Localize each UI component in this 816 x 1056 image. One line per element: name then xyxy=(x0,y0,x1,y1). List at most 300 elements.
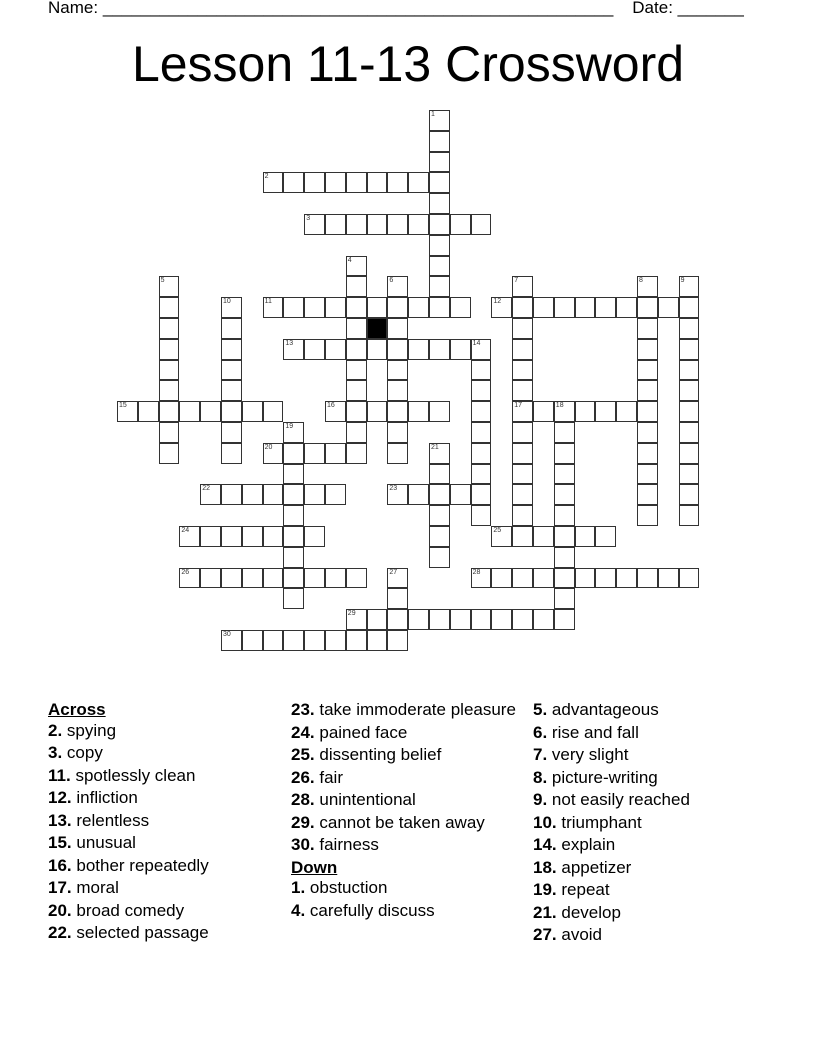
grid-cell[interactable] xyxy=(367,172,388,193)
clue-number: 11 xyxy=(264,298,272,306)
grid-cell[interactable] xyxy=(221,297,242,318)
grid-cell[interactable] xyxy=(471,505,492,526)
clue-down-6: 6. rise and fall xyxy=(533,722,639,742)
grid-cell[interactable] xyxy=(471,568,492,589)
grid-cell[interactable] xyxy=(367,609,388,630)
grid-cell[interactable] xyxy=(533,609,554,630)
grid-cell[interactable] xyxy=(554,443,575,464)
clue-across-2: 2. spying xyxy=(48,720,117,740)
clue-number: 16 xyxy=(327,402,335,410)
grid-cell[interactable] xyxy=(575,297,596,318)
grid-cell[interactable] xyxy=(387,422,408,443)
grid-cell[interactable] xyxy=(429,214,450,235)
clue-number: 17 xyxy=(514,402,522,410)
grid-cell[interactable] xyxy=(471,401,492,422)
grid-cell[interactable] xyxy=(200,568,221,589)
grid-cell[interactable] xyxy=(554,588,575,609)
grid-cell[interactable] xyxy=(471,380,492,401)
grid-cell[interactable] xyxy=(616,297,637,318)
grid-cell[interactable] xyxy=(179,401,200,422)
grid-cell[interactable] xyxy=(512,276,533,297)
grid-cell[interactable] xyxy=(637,401,658,422)
grid-cell[interactable] xyxy=(387,276,408,297)
grid-cell[interactable] xyxy=(491,526,512,547)
name-field[interactable]: ______________________________________________________ xyxy=(102,0,614,17)
grid-cell[interactable] xyxy=(283,547,304,568)
grid-cell[interactable] xyxy=(471,339,492,360)
clue-number: 20 xyxy=(264,443,273,451)
clue-across-13: 13. relentless xyxy=(48,810,150,830)
grid-cell[interactable] xyxy=(325,568,346,589)
grid-cell[interactable] xyxy=(554,547,575,568)
grid-cell[interactable] xyxy=(637,360,658,381)
clue-number: 24 xyxy=(181,527,190,534)
grid-cell[interactable] xyxy=(575,526,596,547)
grid-cell[interactable] xyxy=(200,401,221,422)
clue-number: 23 xyxy=(389,485,398,493)
grid-cell[interactable] xyxy=(616,401,637,422)
grid-cell[interactable] xyxy=(679,568,700,589)
grid-cell[interactable] xyxy=(512,505,533,526)
grid-cell[interactable] xyxy=(221,380,242,401)
grid-cell[interactable] xyxy=(429,152,450,173)
clue-down-10: 10. triumphant xyxy=(533,812,642,832)
grid-cell[interactable] xyxy=(595,297,616,318)
grid-cell[interactable] xyxy=(367,401,388,422)
grid-cell[interactable] xyxy=(637,380,658,401)
grid-cell[interactable] xyxy=(367,297,388,318)
grid-cell[interactable] xyxy=(512,318,533,339)
grid-cell[interactable] xyxy=(471,214,492,235)
grid-cell[interactable] xyxy=(637,464,658,485)
clue-number: 26 xyxy=(181,568,190,576)
clue-across-25: 25. dissenting belief xyxy=(291,745,442,764)
grid-cell[interactable] xyxy=(159,422,180,443)
grid-cell[interactable] xyxy=(408,297,429,318)
grid-cell[interactable] xyxy=(387,484,408,505)
grid-cell[interactable] xyxy=(283,505,304,526)
clue-number: 7 xyxy=(514,277,519,285)
grid-cell[interactable] xyxy=(221,568,242,589)
grid-cell[interactable] xyxy=(637,443,658,464)
grid-cell[interactable] xyxy=(533,297,554,318)
grid-cell[interactable] xyxy=(512,464,533,485)
grid-cell[interactable] xyxy=(408,339,429,360)
clues-column-2 xyxy=(291,700,526,923)
grid-cell[interactable] xyxy=(283,484,304,505)
grid-cell[interactable] xyxy=(429,256,450,277)
grid-cell[interactable] xyxy=(533,401,554,422)
clue-number: 5 xyxy=(160,277,165,285)
clue-across-12: 12. infliction xyxy=(48,788,138,807)
grid-cell[interactable] xyxy=(325,630,346,651)
grid-cell[interactable] xyxy=(471,422,492,443)
clue-across-23: 23. take immoderate pleasure xyxy=(291,700,516,719)
date-label: Date: xyxy=(632,0,673,17)
grid-cell[interactable] xyxy=(304,297,325,318)
grid-cell[interactable] xyxy=(387,588,408,609)
grid-cell[interactable] xyxy=(408,609,429,630)
grid-cell[interactable] xyxy=(221,484,242,505)
grid-cell[interactable] xyxy=(575,568,596,589)
grid-cell[interactable] xyxy=(221,443,242,464)
grid-cell[interactable] xyxy=(491,609,512,630)
grid-cell[interactable] xyxy=(387,630,408,651)
name-label: Name: xyxy=(48,0,99,17)
grid-cell[interactable] xyxy=(429,464,450,485)
grid-cell[interactable] xyxy=(221,339,242,360)
grid-cell[interactable] xyxy=(450,484,471,505)
grid-cell[interactable] xyxy=(616,568,637,589)
grid-cell[interactable] xyxy=(554,505,575,526)
grid-cell[interactable] xyxy=(200,526,221,547)
clue-down-8: 8. picture-writing xyxy=(533,767,658,787)
grid-cell[interactable] xyxy=(429,235,450,256)
grid-cell[interactable] xyxy=(512,380,533,401)
clue-across-11: 11. spotlessly clean xyxy=(48,765,196,785)
clue-across-16: 16. bother repeatedly xyxy=(48,855,209,875)
grid-cell[interactable] xyxy=(679,505,700,526)
grid-cell[interactable] xyxy=(346,360,367,381)
clue-number: 6 xyxy=(389,277,394,285)
grid-cell[interactable] xyxy=(325,443,346,464)
clue-number: 18 xyxy=(555,402,564,410)
grid-cell[interactable] xyxy=(367,339,388,360)
clue-down-18: 18. appetizer xyxy=(533,857,632,877)
grid-cell[interactable] xyxy=(554,401,575,422)
grid-cell[interactable] xyxy=(367,214,388,235)
clue-number: 1 xyxy=(431,111,435,118)
grid-cell[interactable] xyxy=(512,568,533,589)
clue-down-14: 14. explain xyxy=(533,835,616,854)
clues-column-3 xyxy=(533,700,768,948)
grid-cell[interactable] xyxy=(637,568,658,589)
grid-cell[interactable] xyxy=(263,630,284,651)
grid-cell[interactable] xyxy=(595,526,616,547)
clue-across-22: 22. selected passage xyxy=(48,923,209,942)
grid-cell[interactable] xyxy=(346,276,367,297)
grid-cell[interactable] xyxy=(387,172,408,193)
grid-cell[interactable] xyxy=(429,297,450,318)
grid-cell[interactable] xyxy=(283,464,304,485)
grid-cell[interactable] xyxy=(471,443,492,464)
grid-cell[interactable] xyxy=(346,256,367,277)
grid-cell[interactable] xyxy=(533,526,554,547)
clue-down-7: 7. very slight xyxy=(533,745,629,764)
grid-cell[interactable] xyxy=(283,297,304,318)
clue-number: 25 xyxy=(493,527,502,534)
grid-cell[interactable] xyxy=(346,401,367,422)
grid-cell[interactable] xyxy=(304,568,325,589)
grid-cell[interactable] xyxy=(637,505,658,526)
grid-cell[interactable] xyxy=(263,443,284,464)
grid-cell[interactable] xyxy=(221,526,242,547)
grid-cell[interactable] xyxy=(637,297,658,318)
clue-down-19: 19. repeat xyxy=(533,880,610,899)
grid-cell[interactable] xyxy=(387,297,408,318)
grid-cell[interactable] xyxy=(491,568,512,589)
grid-cell[interactable] xyxy=(346,339,367,360)
grid-cell[interactable] xyxy=(679,401,700,422)
grid-cell[interactable] xyxy=(450,339,471,360)
grid-cell[interactable] xyxy=(595,401,616,422)
grid-cell[interactable] xyxy=(408,172,429,193)
clue-number: 12 xyxy=(493,298,502,306)
grid-cell[interactable] xyxy=(283,443,304,464)
grid-cell[interactable] xyxy=(242,401,263,422)
grid-cell[interactable] xyxy=(221,360,242,381)
grid-cell[interactable] xyxy=(283,568,304,589)
grid-cell[interactable] xyxy=(304,172,325,193)
grid-cell[interactable] xyxy=(159,339,180,360)
grid-cell[interactable] xyxy=(304,526,325,547)
grid-cell[interactable] xyxy=(554,464,575,485)
grid-cell[interactable] xyxy=(159,318,180,339)
grid-cell[interactable] xyxy=(325,172,346,193)
grid-cell[interactable] xyxy=(387,380,408,401)
clue-number: 13 xyxy=(285,339,294,347)
grid-cell[interactable] xyxy=(283,630,304,651)
grid-cell[interactable] xyxy=(387,318,408,339)
grid-cell[interactable] xyxy=(159,297,180,318)
grid-cell[interactable] xyxy=(408,484,429,505)
clue-across-17: 17. moral xyxy=(48,878,119,897)
grid-cell[interactable] xyxy=(117,401,138,422)
grid-cell[interactable] xyxy=(679,297,700,318)
grid-cell[interactable] xyxy=(512,339,533,360)
grid-cell[interactable] xyxy=(429,443,450,464)
grid-cell[interactable] xyxy=(304,630,325,651)
grid-cell[interactable] xyxy=(679,276,700,297)
date-field[interactable]: _______ xyxy=(677,0,744,17)
grid-cell[interactable] xyxy=(554,568,575,589)
grid-cell[interactable] xyxy=(325,484,346,505)
grid-cell[interactable] xyxy=(512,484,533,505)
clue-number: 2 xyxy=(264,173,269,181)
grid-cell[interactable] xyxy=(283,422,304,443)
grid-cell[interactable] xyxy=(658,297,679,318)
grid-cell[interactable] xyxy=(325,297,346,318)
grid-cell[interactable] xyxy=(283,172,304,193)
grid-cell[interactable] xyxy=(429,547,450,568)
grid-cell[interactable] xyxy=(221,318,242,339)
grid-cell[interactable] xyxy=(429,193,450,214)
grid-cell[interactable] xyxy=(263,484,284,505)
name-date-line xyxy=(48,0,744,18)
clue-number: 28 xyxy=(472,568,481,576)
grid-cell[interactable] xyxy=(679,443,700,464)
page-title: Lesson 11-13 Crossword xyxy=(131,36,685,92)
grid-cell[interactable] xyxy=(429,526,450,547)
grid-cell[interactable] xyxy=(679,318,700,339)
grid-cell[interactable] xyxy=(242,526,263,547)
grid-cell[interactable] xyxy=(346,380,367,401)
grid-cell[interactable] xyxy=(179,526,200,547)
grid-cell[interactable] xyxy=(512,422,533,443)
grid-cell[interactable] xyxy=(263,526,284,547)
grid-cell[interactable] xyxy=(346,318,367,339)
grid-cell[interactable] xyxy=(408,401,429,422)
grid-cell[interactable] xyxy=(387,360,408,381)
clue-number: 19 xyxy=(285,423,294,430)
grid-cell[interactable] xyxy=(242,568,263,589)
grid-cell[interactable] xyxy=(346,172,367,193)
grid-cell[interactable] xyxy=(429,172,450,193)
clue-number: 22 xyxy=(202,485,210,493)
grid-cell[interactable] xyxy=(471,464,492,485)
grid-cell[interactable] xyxy=(367,630,388,651)
grid-cell[interactable] xyxy=(304,339,325,360)
grid-cell[interactable] xyxy=(346,568,367,589)
grid-cell[interactable] xyxy=(450,297,471,318)
grid-cell[interactable] xyxy=(200,484,221,505)
grid-cell[interactable] xyxy=(179,568,200,589)
grid-cell[interactable] xyxy=(512,360,533,381)
grid-cell[interactable] xyxy=(637,318,658,339)
grid-cell[interactable] xyxy=(304,443,325,464)
clue-across-15: 15. unusual xyxy=(48,833,136,852)
grid-cell[interactable] xyxy=(242,630,263,651)
clue-down-27: 27. avoid xyxy=(533,925,603,944)
grid-cell[interactable] xyxy=(595,568,616,589)
grid-cell[interactable] xyxy=(471,360,492,381)
grid-cell[interactable] xyxy=(512,443,533,464)
grid-cell[interactable] xyxy=(471,609,492,630)
clue-down-9: 9. not easily reached xyxy=(533,790,690,809)
grid-cell[interactable] xyxy=(283,526,304,547)
clue-number: 8 xyxy=(639,277,643,285)
grid-cell[interactable] xyxy=(429,276,450,297)
grid-cell[interactable] xyxy=(304,214,325,235)
clues-column-1 xyxy=(48,700,283,946)
grid-cell[interactable] xyxy=(533,568,554,589)
grid-cell[interactable] xyxy=(491,297,512,318)
grid-cell[interactable] xyxy=(554,422,575,443)
clue-number: 27 xyxy=(389,568,398,576)
grid-cell[interactable] xyxy=(450,214,471,235)
clue-number: 29 xyxy=(347,610,356,618)
clue-number: 14 xyxy=(472,339,481,347)
grid-cell[interactable] xyxy=(658,568,679,589)
grid-cell[interactable] xyxy=(512,609,533,630)
clue-across-24: 24. pained face xyxy=(291,722,408,742)
grid-cell[interactable] xyxy=(429,401,450,422)
grid-cell[interactable] xyxy=(637,422,658,443)
grid-cell[interactable] xyxy=(679,422,700,443)
grid-cell[interactable] xyxy=(429,484,450,505)
grid-cell[interactable] xyxy=(408,214,429,235)
grid-cell[interactable] xyxy=(512,401,533,422)
grid-cell[interactable] xyxy=(637,276,658,297)
grid-cell[interactable] xyxy=(346,297,367,318)
grid-cell[interactable] xyxy=(263,297,284,318)
grid-cell[interactable] xyxy=(346,630,367,651)
grid-cell[interactable] xyxy=(346,609,367,630)
clue-across-20: 20. broad comedy xyxy=(48,900,185,920)
clue-across-26: 26. fair xyxy=(291,767,343,787)
clue-across-3: 3. copy xyxy=(48,743,103,762)
grid-cell[interactable] xyxy=(512,526,533,547)
grid-cell[interactable] xyxy=(554,297,575,318)
grid-cell[interactable] xyxy=(138,401,159,422)
grid-cell[interactable] xyxy=(221,630,242,651)
grid-cell[interactable] xyxy=(242,484,263,505)
grid-cell[interactable] xyxy=(679,464,700,485)
clue-number: 30 xyxy=(223,631,231,638)
grid-cell[interactable] xyxy=(159,360,180,381)
grid-cell[interactable] xyxy=(387,339,408,360)
grid-cell[interactable] xyxy=(575,401,596,422)
grid-cell[interactable] xyxy=(554,609,575,630)
grid-cell[interactable] xyxy=(679,380,700,401)
across-heading: Across xyxy=(48,700,106,719)
grid-cell[interactable] xyxy=(263,172,284,193)
black-cell xyxy=(367,318,388,339)
grid-cell[interactable] xyxy=(679,360,700,381)
grid-cell[interactable] xyxy=(429,131,450,152)
grid-cell[interactable] xyxy=(283,339,304,360)
grid-cell[interactable] xyxy=(159,443,180,464)
grid-cell[interactable] xyxy=(387,568,408,589)
clue-number: 4 xyxy=(347,256,352,264)
grid-cell[interactable] xyxy=(471,484,492,505)
grid-cell[interactable] xyxy=(221,422,242,443)
clue-across-30: 30. fairness xyxy=(291,835,379,854)
grid-cell[interactable] xyxy=(346,214,367,235)
grid-cell[interactable] xyxy=(346,443,367,464)
grid-cell[interactable] xyxy=(554,484,575,505)
clue-number: 10 xyxy=(223,298,231,306)
clue-number: 15 xyxy=(119,402,127,410)
clue-number: 21 xyxy=(431,443,439,451)
grid-cell[interactable] xyxy=(387,443,408,464)
grid-cell[interactable] xyxy=(679,339,700,360)
grid-cell[interactable] xyxy=(429,609,450,630)
grid-cell[interactable] xyxy=(679,484,700,505)
grid-cell[interactable] xyxy=(429,110,450,131)
grid-cell[interactable] xyxy=(325,214,346,235)
grid-cell[interactable] xyxy=(512,297,533,318)
grid-cell[interactable] xyxy=(637,339,658,360)
grid-cell[interactable] xyxy=(263,401,284,422)
grid-cell[interactable] xyxy=(263,568,284,589)
clue-down-21: 21. develop xyxy=(533,902,621,922)
down-heading: Down xyxy=(291,857,338,877)
grid-cell[interactable] xyxy=(283,588,304,609)
grid-cell[interactable] xyxy=(159,276,180,297)
grid-cell[interactable] xyxy=(429,505,450,526)
grid-cell[interactable] xyxy=(159,401,180,422)
clue-number: 3 xyxy=(306,215,311,222)
grid-cell[interactable] xyxy=(637,484,658,505)
clue-down-1: 1. obstuction xyxy=(291,878,388,897)
grid-cell[interactable] xyxy=(159,380,180,401)
grid-cell[interactable] xyxy=(450,609,471,630)
grid-cell[interactable] xyxy=(387,401,408,422)
grid-cell[interactable] xyxy=(387,214,408,235)
grid-cell[interactable] xyxy=(325,401,346,422)
clue-down-5: 5. advantageous xyxy=(533,700,659,719)
grid-cell[interactable] xyxy=(554,526,575,547)
grid-cell[interactable] xyxy=(221,401,242,422)
grid-cell[interactable] xyxy=(429,339,450,360)
grid-cell[interactable] xyxy=(387,609,408,630)
grid-cell[interactable] xyxy=(346,422,367,443)
clue-number: 9 xyxy=(680,277,685,285)
clue-down-4: 4. carefully discuss xyxy=(291,900,435,920)
grid-cell[interactable] xyxy=(304,484,325,505)
grid-cell[interactable] xyxy=(325,339,346,360)
